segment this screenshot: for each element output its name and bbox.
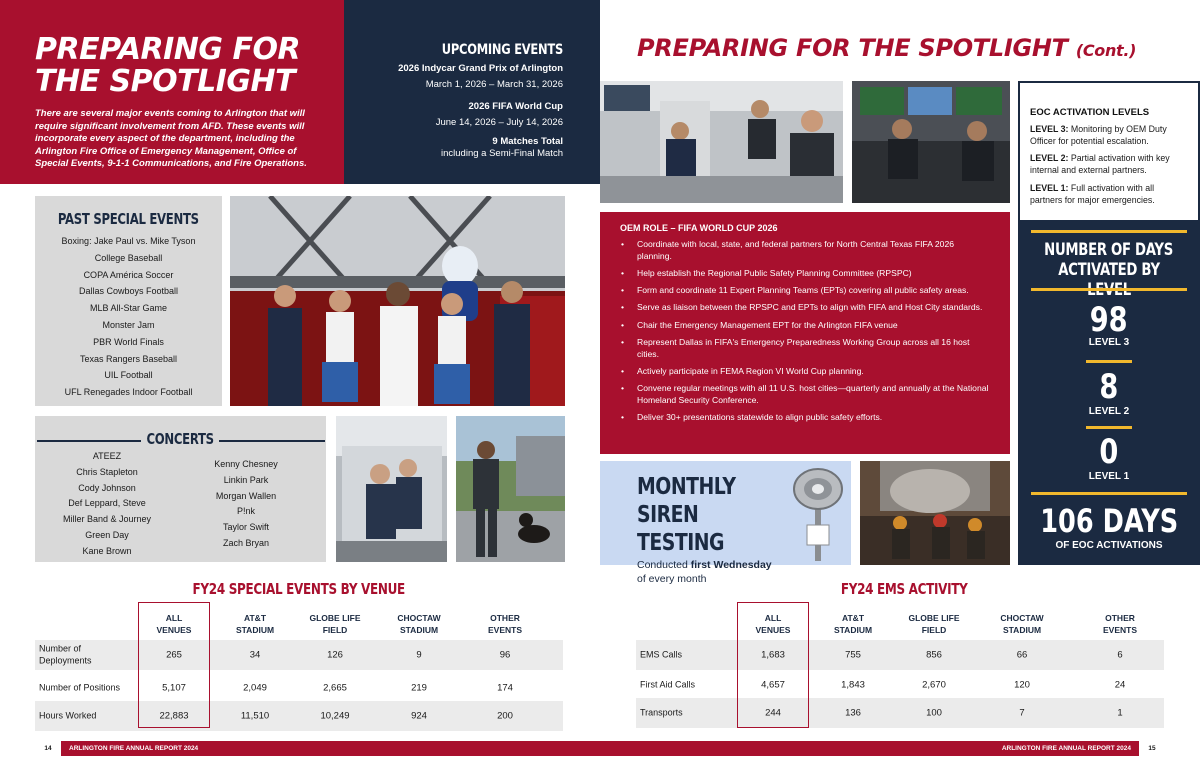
concert-item: Chris Stapleton — [76, 466, 138, 477]
oem-bullet: • Chair the Emergency Management EPT for the Arlington FIFA venue — [620, 320, 990, 332]
oem-bullet: • Convene regular meetings with all 11 U.S. host cities—quarterly and annually at the National Homeland Security Conference. — [620, 383, 990, 406]
event1-dates: March 1, 2026 – March 31, 2026 — [425, 79, 563, 90]
concert-item: P!nk — [236, 506, 255, 517]
all-venues-highlight — [138, 602, 210, 728]
row-label: First Aid Calls — [640, 679, 696, 690]
past-event-item: College Baseball — [94, 252, 163, 263]
table-cell: 2,049 — [243, 682, 267, 694]
level1-days-label: LEVEL 1 — [1088, 471, 1130, 482]
oem-bullet-list — [620, 239, 990, 424]
event2-note: including a Semi-Final Match — [441, 148, 563, 159]
concert-item: Miller Band & Journey — [62, 514, 152, 525]
table-row — [35, 640, 563, 670]
days-activated-panel — [1018, 222, 1200, 565]
table-cell: 1,843 — [841, 679, 865, 691]
event2-dates: June 14, 2026 – July 14, 2026 — [435, 117, 563, 128]
concert-item: Def Leppard, Steve — [68, 498, 146, 509]
right-footer-bar — [600, 741, 1139, 756]
upcoming-events-panel — [344, 0, 600, 184]
level3-days-label: LEVEL 3 — [1088, 337, 1130, 348]
past-event-item: Texas Rangers Baseball — [79, 353, 178, 364]
table-cell: 9 — [416, 649, 422, 661]
table-cell: 856 — [926, 649, 942, 661]
table-cell: 174 — [497, 682, 513, 694]
oem-bullet: • Actively participate in FEMA Region VI World Cup planning. — [620, 366, 990, 378]
level2-days-label: LEVEL 2 — [1088, 406, 1130, 417]
concert-item: Zach Bryan — [222, 537, 270, 548]
table-column-header: CHOCTAW STADIUM — [397, 613, 441, 635]
table-row — [35, 701, 563, 731]
table-column-header: GLOBE LIFE FIELD — [908, 613, 960, 635]
right-footer-text: ARLINGTON FIRE ANNUAL REPORT 2024 — [1001, 745, 1131, 752]
siren-icon — [790, 465, 846, 561]
table-column-header: OTHER EVENTS — [487, 613, 522, 635]
intro-text: There are several major events coming to Arlington that will require significant involvement from AFD. These events will incorporate every aspect of the department, including the Arlington Fire Office of Emergency Management, Office of Special Events, 9-1-1 Communications, and Fire Operations. — [35, 108, 307, 169]
table-cell: 2,665 — [323, 682, 347, 694]
table-cell: 22,883 — [159, 710, 189, 722]
concert-item: Kenny Chesney — [214, 459, 278, 469]
row-label: EMS Calls — [640, 649, 683, 660]
event2-title: 2026 FIFA World Cup — [468, 101, 563, 112]
siren-text: Conducted first Wednesday of every month — [637, 559, 772, 585]
table-cell: 219 — [411, 682, 427, 694]
past-event-item: Boxing: Jake Paul vs. Mike Tyson — [61, 236, 196, 246]
concert-item: ATEEZ — [92, 451, 122, 461]
left-page-number: 14 — [44, 745, 52, 752]
table-cell: 1 — [1117, 707, 1123, 719]
concert-item: Cody Johnson — [78, 482, 136, 493]
k9-photo — [456, 416, 565, 562]
right-page-number: 15 — [1148, 745, 1156, 752]
concert-item: Green Day — [85, 529, 129, 540]
event2-matches: 9 Matches Total — [492, 136, 563, 147]
past-events-heading: PAST SPECIAL EVENTS — [58, 210, 199, 228]
concerts-panel — [35, 416, 326, 562]
concert-item: Linkin Park — [223, 474, 269, 485]
continued-title — [637, 34, 1177, 62]
eoc-level2: LEVEL 2: Partial activation with key internal and external partners. — [1030, 153, 1170, 176]
past-event-item: PBR World Finals — [93, 336, 164, 347]
oem-role-panel — [600, 212, 1010, 454]
table-cell: 11,510 — [240, 710, 270, 722]
eoc-room-photo-1 — [600, 81, 843, 203]
oem-bullet: • Deliver 30+ presentations statewide to align public safety efforts. — [620, 412, 990, 424]
table-cell: 200 — [497, 710, 513, 722]
oem-bullet: • Form and coordinate 11 Expert Planning Teams (EPTs) covering all public safety areas. — [620, 285, 990, 297]
level3-days-value: 98 — [1090, 300, 1128, 340]
total-days-value: 106 DAYS — [1040, 502, 1178, 540]
table-row — [636, 698, 1164, 728]
all-venues-highlight — [737, 602, 809, 728]
fire-scene-photo — [860, 461, 1010, 565]
table-cell: 100 — [926, 707, 942, 719]
table-cell: 96 — [499, 649, 511, 661]
continued-title-text: PREPARING FOR THE SPOTLIGHT — [637, 34, 1068, 62]
table-cell: 24 — [1114, 679, 1126, 691]
table-cell: 924 — [411, 710, 427, 722]
table-column-header: GLOBE LIFE FIELD — [309, 613, 361, 635]
left-footer-bar — [61, 741, 600, 756]
table-row — [636, 670, 1164, 700]
venue-table — [35, 600, 563, 728]
concerts-heading: CONCERTS — [146, 430, 215, 448]
table-cell: 265 — [166, 649, 182, 661]
eoc-room-photo-2 — [852, 81, 1010, 203]
past-special-events-panel — [35, 196, 222, 406]
oem-bullet: • Help establish the Regional Public Safety Planning Committee (RPSPC) — [620, 268, 990, 280]
table-cell: 1,683 — [761, 649, 785, 661]
continued-title-suffix: (Cont.) — [1075, 41, 1137, 60]
table-cell: 4,657 — [761, 679, 785, 691]
eoc-level3: LEVEL 3: Monitoring by OEM Duty Officer for potential escalation. — [1030, 124, 1167, 146]
total-days-label: OF EOC ACTIVATIONS — [1055, 540, 1163, 551]
eoc-heading: EOC ACTIVATION LEVELS — [1030, 107, 1150, 118]
row-label: Number of Positions — [39, 682, 121, 693]
table-cell: 2,670 — [922, 679, 946, 691]
level2-days-value: 8 — [1099, 367, 1119, 407]
table-cell: 120 — [1014, 679, 1030, 691]
siren-title: MONTHLY SIREN TESTING — [637, 474, 736, 556]
ems-table-title: FY24 EMS ACTIVITY — [840, 580, 968, 598]
past-event-item: UIL Football — [104, 370, 153, 381]
cart-photo — [336, 416, 447, 562]
past-event-item: COPA América Soccer — [83, 269, 174, 280]
past-event-item: Dallas Cowboys Football — [78, 286, 179, 297]
table-column-header: CHOCTAW STADIUM — [1000, 613, 1044, 635]
row-label: Transports — [640, 707, 683, 718]
concert-item: Kane Brown — [82, 545, 132, 556]
event1-title: 2026 Indycar Grand Prix of Arlington — [398, 63, 563, 74]
oem-bullet: • Serve as liaison between the RPSPC and EPTs to align with FIFA and Host City standards. — [620, 302, 990, 314]
table-column-header: AT&T STADIUM — [235, 613, 275, 635]
eoc-activation-levels-panel — [1018, 81, 1200, 222]
table-cell: 755 — [845, 649, 861, 661]
left-footer-text: ARLINGTON FIRE ANNUAL REPORT 2024 — [69, 745, 199, 752]
table-cell: 126 — [327, 649, 343, 661]
venue-table-title: FY24 SPECIAL EVENTS BY VENUE — [192, 580, 406, 598]
past-event-item: UFL Renegades Indoor Football — [64, 387, 193, 398]
table-cell: 5,107 — [162, 682, 186, 694]
group-photo — [230, 196, 565, 406]
table-row — [35, 673, 563, 703]
oem-heading: OEM ROLE – FIFA WORLD CUP 2026 — [620, 223, 778, 233]
concert-item: Morgan Wallen — [215, 490, 277, 501]
table-cell: 244 — [765, 707, 781, 719]
days-title: NUMBER OF DAYS ACTIVATED BY — [1044, 240, 1174, 280]
oem-bullet: • Represent Dallas in FIFA's Emergency Preparedness Working Group across all 16 host cities. — [620, 337, 990, 360]
level1-days-value: 0 — [1099, 432, 1119, 472]
past-events-list — [35, 233, 222, 401]
table-cell: 10,249 — [320, 710, 350, 722]
ems-table — [636, 600, 1164, 728]
eoc-level1: LEVEL 1: Full activation with all partners for major emergencies. — [1030, 182, 1155, 205]
past-event-item: Monster Jam — [102, 319, 155, 330]
siren-testing-panel — [600, 461, 851, 585]
upcoming-events-heading: UPCOMING EVENTS — [441, 42, 563, 58]
past-event-item: MLB All-Star Game — [89, 303, 168, 314]
concerts-list-right — [195, 457, 297, 552]
table-row — [636, 640, 1164, 670]
row-label: Number of Deployments — [39, 643, 92, 665]
page-title-line2: THE SPOTLIGHT — [35, 64, 296, 99]
table-cell: 136 — [845, 707, 861, 719]
left-header-panel — [0, 0, 344, 184]
row-label: Hours Worked — [39, 710, 97, 721]
table-cell: 6 — [1117, 649, 1123, 661]
table-cell: 66 — [1016, 649, 1028, 661]
table-column-header: OTHER EVENTS — [1102, 613, 1137, 635]
table-column-header: ALL VENUES — [755, 613, 791, 635]
oem-bullet: • Coordinate with local, state, and federal partners for North Central Texas FIFA 2026 planning. — [620, 239, 990, 262]
page-title-line1: PREPARING FOR — [35, 32, 301, 67]
table-column-header: AT&T STADIUM — [833, 613, 873, 635]
concert-item: Taylor Swift — [222, 522, 269, 533]
concerts-list-left — [55, 449, 159, 560]
page-title — [35, 34, 320, 98]
table-column-header: ALL VENUES — [156, 613, 192, 635]
table-cell: 7 — [1019, 707, 1025, 719]
table-cell: 34 — [249, 649, 261, 661]
